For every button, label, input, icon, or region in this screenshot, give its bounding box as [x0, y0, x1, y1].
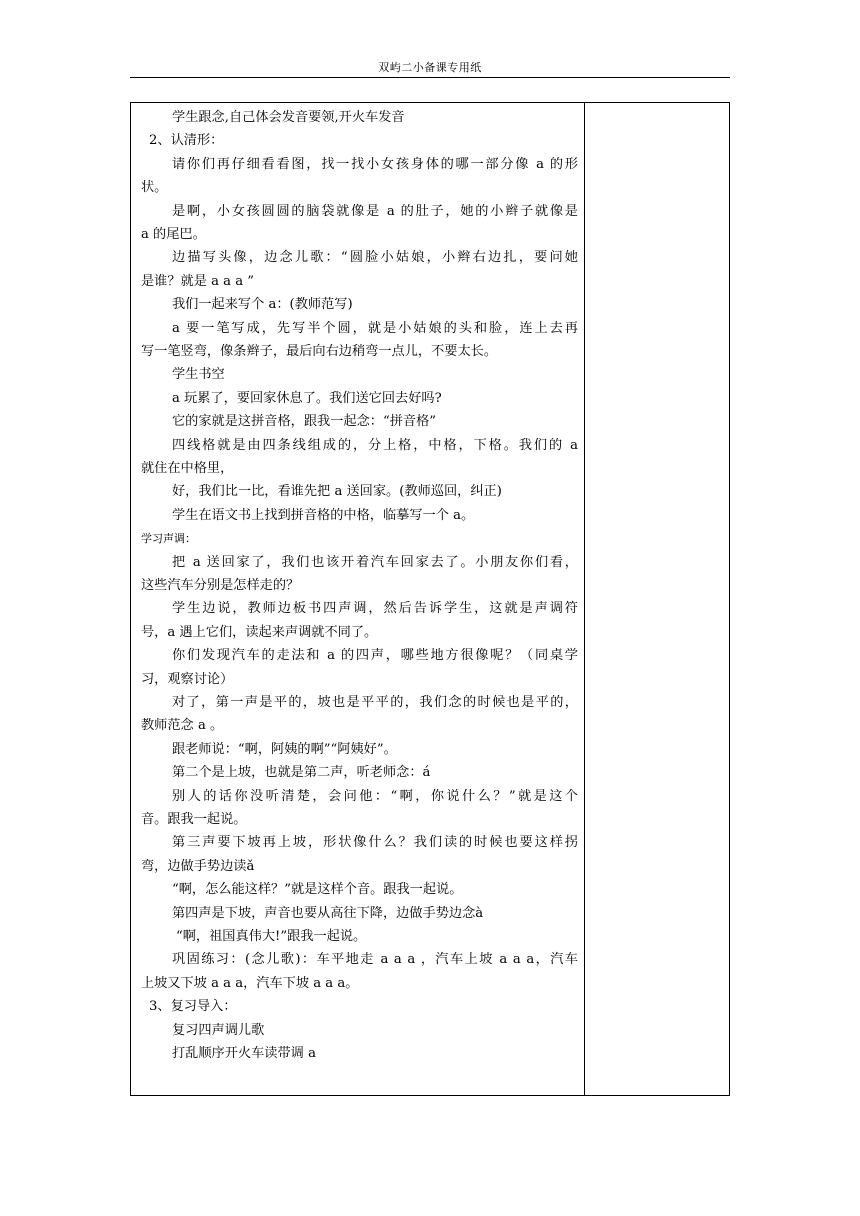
lesson-content-cell	[131, 103, 584, 1095]
text-line: 把 a 送回家了，我们也该开着汽车回家去了。小朋友你们看，	[172, 554, 578, 570]
text-line: 上坡又下坡 a a a，汽车下坡 a a a。	[141, 975, 359, 991]
text-line: 对了，第一声是平的，坡也是平平的，我们念的时候也是平的，	[172, 695, 578, 711]
text-line: 习，观察讨论）	[141, 671, 234, 687]
notes-cell	[585, 103, 729, 1095]
section-heading: 2、认清形：	[149, 133, 224, 149]
text-line: 四线格就是由四条线组成的，分上格，中格，下格。我们的 a	[172, 437, 578, 453]
text-line: 教师范念 a 。	[141, 718, 224, 734]
text-line: 音。跟我一起说。	[141, 812, 247, 828]
text-line: 请你们再仔细看看图，找一找小女孩身体的哪一部分像 a 的形	[172, 156, 578, 172]
text-line: 第二个是上坡，也就是第二声，听老师念：á	[172, 765, 431, 781]
lesson-table	[130, 102, 730, 1096]
text-line: 边描写头像，边念儿歌：“圆脸小姑娘，小辫右边扎，要问她	[172, 250, 578, 266]
text-line: 巩固练习：(念儿歌)：车平地走 a a a ，汽车上坡 a a a，汽车	[172, 952, 578, 968]
text-line: 它的家就是这拼音格，跟我一起念：“拼音格”	[172, 414, 437, 430]
section-heading: 学习声调：	[141, 532, 196, 546]
text-line: 是谁？就是 a a a ”	[141, 273, 255, 289]
text-line: a 的尾巴。	[141, 227, 206, 242]
text-line: 复习四声调儿歌	[172, 1022, 265, 1038]
text-line: a 玩累了，要回家休息了。我们送它回去好吗?	[172, 390, 442, 406]
page-header-title: 双屿二小备课专用纸	[378, 61, 482, 74]
text-line: 状。	[141, 180, 168, 196]
text-line: 弯，边做手势边读ǎ	[141, 858, 255, 874]
text-line: 学生在语文书上找到拼音格的中格，临摹写一个 a。	[172, 507, 475, 523]
header-rule	[130, 77, 730, 78]
section-heading: 3、复习导入：	[149, 999, 237, 1015]
text-line: 是啊，小女孩圆圆的脑袋就像是 a 的肚子，她的小辫子就像是	[172, 203, 578, 219]
text-line: 我们一起来写个 a：(教师范写)	[172, 297, 353, 313]
text-line: 跟老师说：“啊，阿姨的啊”“阿姨好”。	[172, 741, 397, 757]
text-line: 就住在中格里，	[141, 461, 234, 477]
text-line: 好，我们比一比，看谁先把 a 送回家。(教师巡回，纠正)	[172, 484, 502, 500]
text-line: 第四声是下坡，声音也要从高往下降，边做手势边念à	[172, 905, 484, 921]
text-line: a 要一笔写成，先写半个圆，就是小姑娘的头和脸，连上去再	[172, 320, 578, 336]
text-line: 学生跟念,自己体会发音要领,开火车发音	[172, 110, 405, 125]
text-line: 打乱顺序开火车读带调 a	[172, 1046, 316, 1062]
text-line: 学生书空	[172, 367, 225, 383]
text-line: 学生边说，教师边板书四声调，然后告诉学生，这就是声调符	[172, 601, 578, 617]
text-line: 号，a 遇上它们，读起来声调就不同了。	[141, 624, 378, 640]
text-line: 第三声要下坡再上坡，形状像什么？我们读的时候也要这样拐	[172, 835, 578, 851]
text-line: “啊，怎么能这样？”就是这样个音。跟我一起说。	[172, 882, 463, 898]
text-line: “啊，祖国真伟大!”跟我一起说。	[176, 929, 367, 945]
text-line: 这些汽车分别是怎样走的？	[141, 578, 300, 594]
text-line: 你们发现汽车的走法和 a 的四声，哪些地方很像呢？（同桌学	[172, 648, 578, 664]
text-line: 别人的话你没听清楚，会问他：“啊，你说什么？”就是这个	[172, 788, 578, 804]
text-line: 写一笔竖弯，像条辫子，最后向右边稍弯一点儿，不要太长。	[141, 344, 498, 359]
